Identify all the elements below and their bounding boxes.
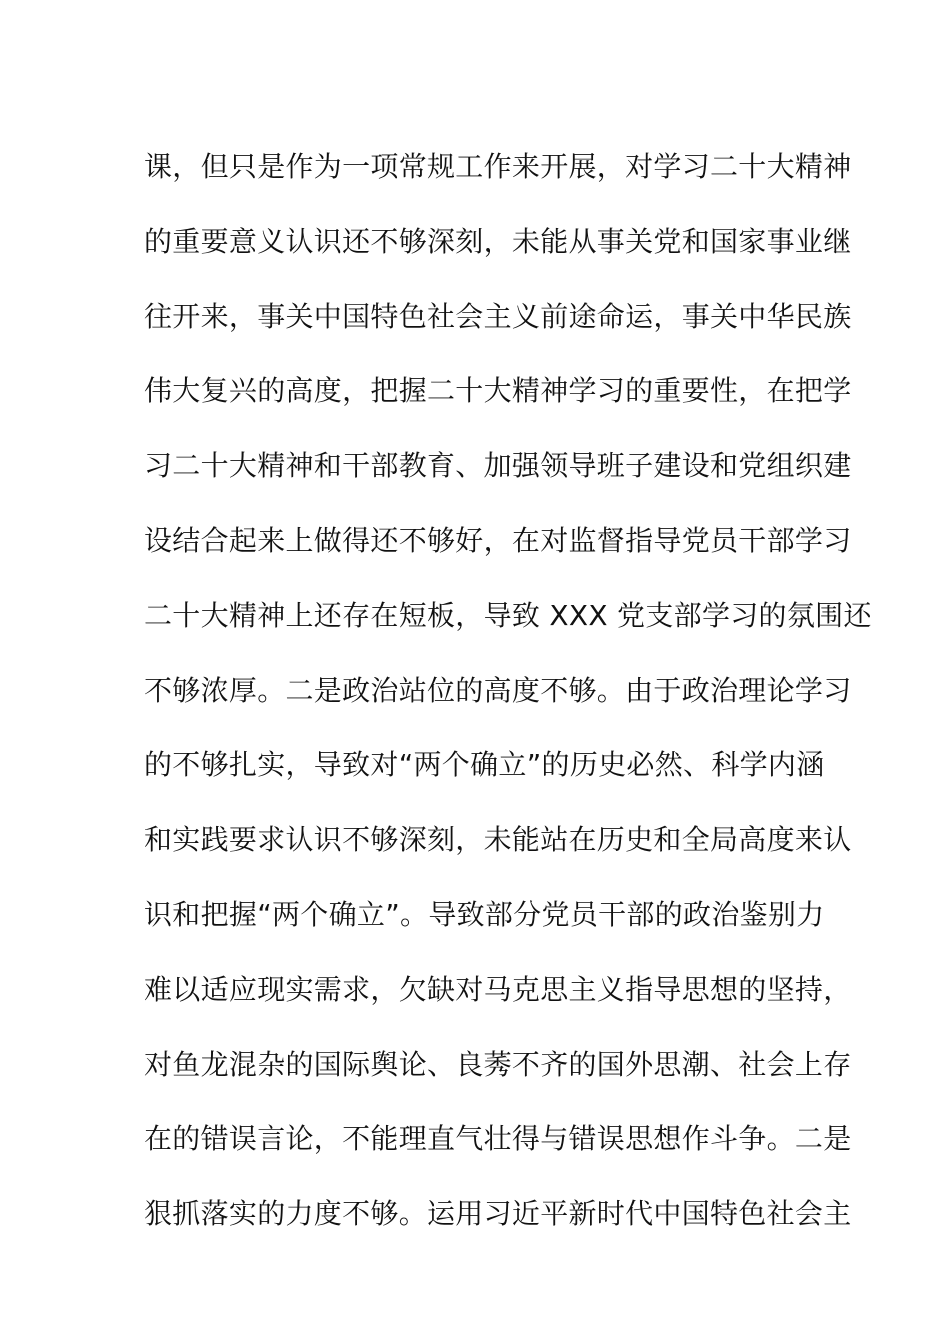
text-line-15: 狠抓落实的力度不够。运用习近平新时代中国特色社会主	[144, 1197, 852, 1231]
text-line-4: 伟大复兴的高度，把握二十大精神学习的重要性，在把学	[144, 374, 852, 408]
text-line-11: 识和把握“两个确立”。导致部分党员干部的政治鉴别力	[144, 897, 825, 931]
text-line-3: 往开来，事关中国特色社会主义前途命运，事关中华民族	[144, 299, 852, 333]
text-line-12: 难以适应现实需求，欠缺对马克思主义指导思想的坚持，	[144, 972, 852, 1006]
text-line-7: 二十大精神上还存在短板，导致 XXX 党支部学习的氛围还	[144, 598, 872, 632]
text-line-10: 和实践要求认识不够深刻，未能站在历史和全局高度来认	[144, 823, 852, 857]
text-line-13: 对鱼龙混杂的国际舆论、良莠不齐的国外思潮、社会上存	[144, 1047, 852, 1081]
text-line-2: 的重要意义认识还不够深刻，未能从事关党和国家事业继	[144, 224, 852, 258]
text-line-9: 的不够扎实，导致对“两个确立”的历史必然、科学内涵	[144, 748, 825, 782]
text-line-8: 不够浓厚。二是政治站位的高度不够。由于政治理论学习	[144, 673, 852, 707]
text-line-5: 习二十大精神和干部教育、加强领导班子建设和党组织建	[144, 449, 852, 483]
text-line-6: 设结合起来上做得还不够好，在对监督指导党员干部学习	[144, 523, 852, 557]
body-text	[144, 130, 872, 1252]
text-line-14: 在的错误言论，不能理直气壮得与错误思想作斗争。二是	[144, 1122, 852, 1156]
text-line-1: 课，但只是作为一项常规工作来开展，对学习二十大精神	[144, 150, 852, 183]
